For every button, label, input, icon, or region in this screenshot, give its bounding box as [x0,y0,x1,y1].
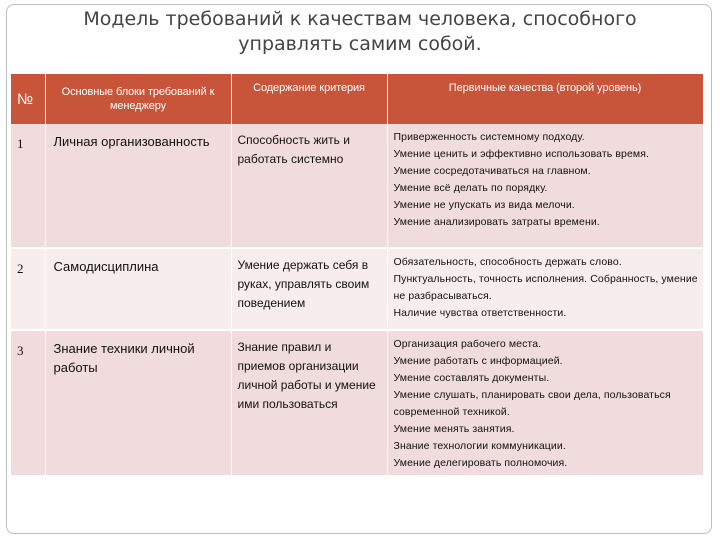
quality-item: Наличие чувства ответственности. [393,307,567,319]
table-row [11,248,703,330]
quality-item: Пунктуальность, точность исполнения. Собранность, умение не разбрасываться. [393,273,698,302]
header-criteria: Содержание критерия [231,74,387,124]
quality-item: Умение делегировать полномочия. [393,457,568,469]
row-criterion: Умение держать себя в руках, управлять своим поведением [231,248,387,330]
quality-item: Организация рабочего места. [393,338,542,350]
row-criterion: Способность жить и работать системно [231,124,387,248]
quality-item: Умение ценить и эффективно использовать время. [393,148,650,160]
quality-item: Умение работать с информацией. [393,355,563,367]
header-blocks: Основные блоки требований к менеджеру [45,74,231,124]
quality-item: Умение всё делать по порядку. [393,182,548,194]
quality-item: Обязательность, способность держать слово. [393,256,622,268]
row-criterion: Знание правил и приемов организации личной работы и умение ими пользоваться [231,330,387,476]
row-block: Знание техники личной работы [45,330,231,476]
row-number: 1 [11,124,45,248]
quality-item: Умение сосредотачиваться на главном. [393,165,591,177]
row-number: 3 [11,330,45,476]
quality-item: Приверженность системному подходу. [393,131,585,143]
table-row [11,124,703,248]
quality-item: Умение слушать, планировать свои дела, пользоваться современной техникой. [393,389,671,418]
row-qualities [387,330,703,476]
header-qualities: Первичные качества (второй уровень) [387,74,703,124]
quality-item: Знание технологии коммуникации. [393,440,566,452]
table-header-row [11,74,703,124]
row-qualities [387,248,703,330]
row-block: Личная организованность [45,124,231,248]
quality-item: Умение анализировать затраты времени. [393,216,600,228]
table-row [11,330,703,476]
quality-item: Умение не упускать из вида мелочи. [393,199,575,211]
slide-title: Модель требований к качествам человека, способного управлять самим собой. [83,8,637,55]
row-qualities [387,124,703,248]
row-number: 2 [11,248,45,330]
requirements-table [11,74,704,477]
header-number: № [11,74,45,124]
quality-item: Умение менять занятия. [393,423,515,435]
row-block: Самодисциплина [45,248,231,330]
quality-item: Умение составлять документы. [393,372,550,384]
